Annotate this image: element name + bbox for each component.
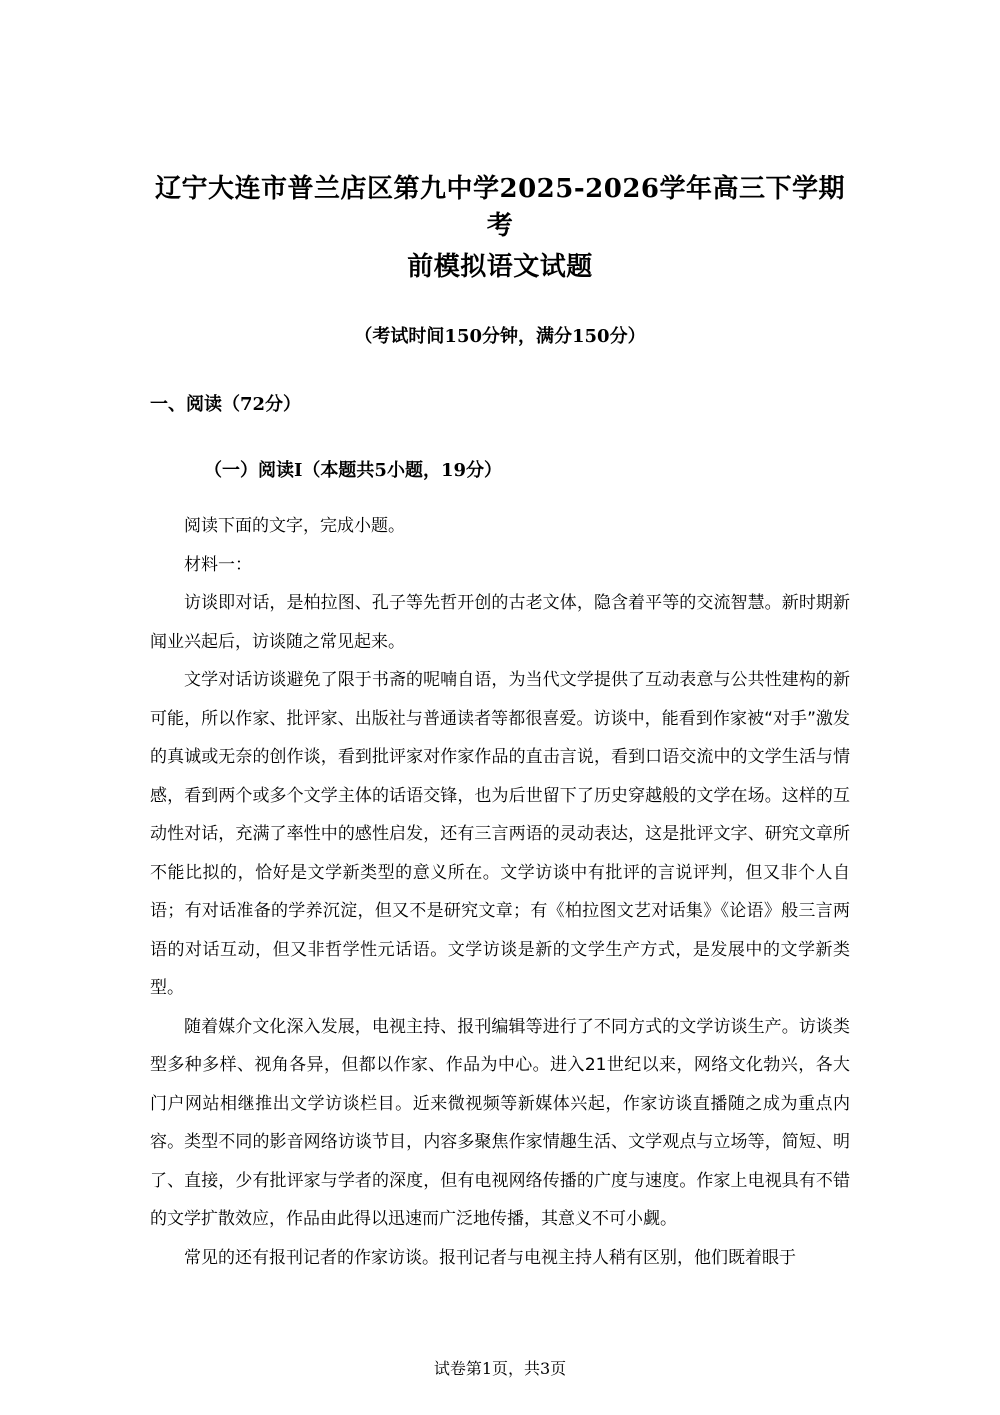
page-footer: 试卷第1页，共3页	[433, 1359, 567, 1378]
exam-title-line-1: 辽宁大连市普兰店区第九中学2025-2026学年高三下学期考	[154, 174, 846, 241]
material-label: 材料一：	[184, 554, 252, 575]
passage-paragraph: 常见的还有报刊记者的作家访谈。报刊记者与电视主持人稍有区别，他们既着眼于	[184, 1247, 796, 1268]
instruction-text: 阅读下面的文字，完成小题。	[184, 516, 405, 536]
passage-paragraph: 随着媒介文化深入发展，电视主持、报刊编辑等进行了不同方式的文学访谈生产。访谈类型多种多样、视角各异，但都以作家、作品为中心。进入21世纪以来，网络文化勃兴，各大门户网站相继推出文学访谈栏目。近来微视频等新媒体兴起，作家访谈直播随之成为重点内容。类型不同的影音网络访谈节目，内容多聚焦作家情趣生活、文学观点与立场等，简短、明了、直接，少有批评家与学者的深度，但有电视网络传播的广度与速度。作家上电视具有不错的文学扩散效应，作品由此得以迅速而广泛地传播，其意义不可小觑。	[150, 1016, 850, 1229]
reading-passage	[150, 507, 850, 1277]
exam-info: （考试时间150分钟，满分150分）	[354, 326, 646, 347]
passage-paragraph: 访谈即对话，是柏拉图、孔子等先哲开创的古老文体，隐含着平等的交流智慧。新时期新闻业兴起后，访谈随之常见起来。	[150, 593, 850, 652]
exam-title-line-2: 前模拟语文试题	[407, 252, 593, 282]
passage-paragraph: 文学对话访谈避免了限于书斋的呢喃自语，为当代文学提供了互动表意与公共性建构的新可能，所以作家、批评家、出版社与普通读者等都很喜爱。访谈中，能看到作家被“对手”激发的真诚或无奈的创作谈，看到批评家对作家作品的直击言说，看到口语交流中的文学生活与情感，看到两个或多个文学主体的话语交锋，也为后世留下了历史穿越般的文学在场。这样的互动性对话，充满了率性中的感性启发，还有三言两语的灵动表达，这是批评文字、研究文章所不能比拟的，恰好是文学新类型的意义所在。文学访谈中有批评的言说评判，但又非个人自语；有对话准备的学养沉淀，但又不是研究文章；有《柏拉图文艺对话集》《论语》般三言两语的对话互动，但又非哲学性元话语。文学访谈是新的文学生产方式，是发展中的文学新类型。	[150, 670, 850, 998]
section-heading: 一、阅读（72分）	[150, 394, 302, 415]
subsection-heading: （一）阅读Ⅰ（本题共5小题，19分）	[204, 460, 502, 481]
